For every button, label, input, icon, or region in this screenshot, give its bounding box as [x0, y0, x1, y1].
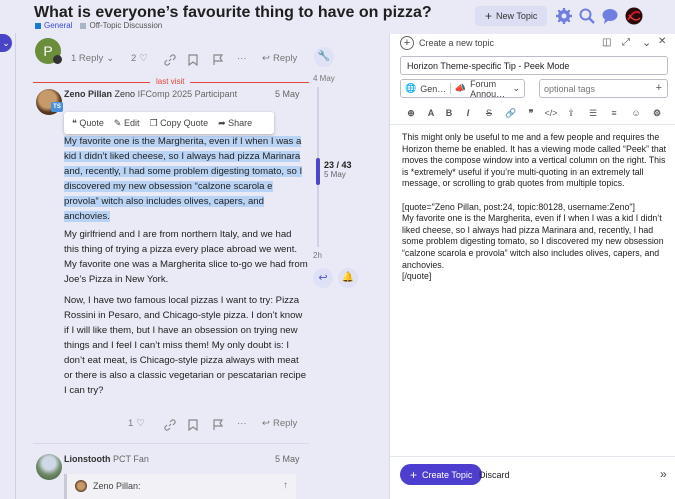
chevron-down-icon: ⌄	[106, 53, 115, 64]
bell-icon: 🔔	[341, 272, 355, 283]
reply-arrow-icon: ↩	[262, 418, 270, 429]
quote-block	[64, 474, 296, 499]
reply-label: Reply	[272, 53, 298, 64]
create-topic-label: Create Topic	[422, 469, 473, 480]
reply-button[interactable]	[262, 53, 297, 64]
author-name[interactable]: Lionstooth	[64, 454, 111, 464]
tags-input[interactable]	[540, 80, 650, 97]
toggle-preview-icon[interactable]: ◫	[602, 37, 612, 48]
tag-label: Off-Topic Discussion	[89, 21, 163, 30]
post-author-line	[64, 89, 237, 99]
copy-icon: ❐	[149, 117, 158, 128]
reply-button[interactable]	[262, 418, 297, 429]
quoted-author[interactable]: Zeno Pillan:	[93, 481, 141, 491]
category-link[interactable]	[35, 21, 72, 30]
post-paragraph-1	[64, 134, 308, 224]
font-size-button[interactable]: A	[427, 108, 435, 118]
gear-icon[interactable]	[555, 7, 573, 25]
user-flair-badge: TS	[51, 102, 63, 112]
reply-label: Reply	[272, 418, 298, 429]
quote-selection-menu	[64, 112, 274, 134]
category-selector[interactable]	[400, 79, 525, 98]
notification-button[interactable]	[338, 268, 358, 288]
plus-icon: +	[485, 9, 493, 23]
quote-icon[interactable]: ❞	[528, 108, 534, 118]
breadcrumb	[35, 21, 162, 30]
user-status-icon	[53, 55, 62, 64]
sidebar-divider	[15, 33, 16, 499]
double-chevron-right-icon[interactable]: »	[660, 467, 667, 481]
subcategory-value: Forum Annou…	[470, 78, 506, 99]
timeline-date: 5 May	[324, 170, 346, 179]
category-value: Gen…	[420, 83, 447, 94]
heart-icon: ♡	[136, 418, 145, 429]
italic-button[interactable]: I	[466, 108, 470, 118]
link-icon[interactable]	[164, 419, 176, 431]
like-count: 2	[131, 53, 137, 64]
sidebar-toggle[interactable]	[0, 34, 12, 52]
strikethrough-icon[interactable]: S	[485, 108, 492, 118]
tag-color-swatch	[80, 23, 86, 29]
avatar[interactable]	[36, 454, 62, 480]
reply-arrow-icon: ↩	[262, 53, 270, 64]
plus-icon: +	[655, 82, 662, 94]
code-icon[interactable]: </>	[544, 108, 558, 118]
post-author-line	[64, 454, 149, 464]
timeline-handle[interactable]	[316, 158, 320, 185]
avatar[interactable]: P	[35, 38, 61, 64]
more-options-icon[interactable]: ···	[237, 53, 247, 64]
user-title: PCT Fan	[113, 454, 149, 464]
chevron-up-icon[interactable]: ↑	[283, 480, 288, 491]
timeline-start-date[interactable]: 4 May	[313, 74, 335, 83]
more-options-icon[interactable]: ···	[237, 418, 247, 429]
bookmark-icon[interactable]	[188, 54, 198, 66]
numbered-list-icon[interactable]: ≡	[611, 108, 617, 118]
category-color-swatch	[35, 23, 41, 29]
tag-link[interactable]	[80, 21, 162, 30]
post-divider	[33, 443, 309, 444]
author-name[interactable]: Zeno Pillan	[64, 89, 113, 99]
topic-title[interactable]: What is everyone’s favourite thing to have on pizza?	[34, 4, 432, 21]
close-icon[interactable]: ✕	[658, 36, 667, 47]
bullet-list-icon[interactable]: ☰	[588, 108, 598, 118]
wrench-icon: 🔧	[317, 51, 331, 62]
timeline-end-date[interactable]: 2h	[313, 251, 322, 260]
plus-circle-icon: +	[400, 36, 414, 50]
timeline-position: 23 / 43	[324, 160, 352, 170]
reply-to-topic-button[interactable]	[313, 268, 333, 288]
like-button[interactable]	[128, 418, 145, 429]
reply-count-label: 1 Reply	[71, 53, 104, 64]
post-paragraph-2: My girlfriend and I are from northern Italy, and we had this thing of trying a pizza every place abroad we went. My favorite one was a Margherita slice to-go we had from Joe’s Pizza in New York.	[64, 229, 308, 285]
topic-title-input[interactable]: Horizon Theme-specific Tip - Peek Mode	[400, 56, 668, 75]
header	[0, 0, 675, 33]
heart-icon: ♡	[139, 53, 148, 64]
chevron-down-icon: ⌄	[512, 83, 520, 93]
edit-button[interactable]: ✎ Edit	[113, 117, 140, 128]
category-label: General	[44, 21, 73, 30]
globe-icon: 🌐	[405, 83, 417, 93]
post-date[interactable]: 5 May	[275, 454, 300, 464]
toolbar-toggle-icon[interactable]: ⊕	[407, 108, 415, 118]
post-date[interactable]: 5 May	[275, 89, 300, 99]
upload-icon[interactable]: ⇪	[567, 108, 575, 118]
flag-icon[interactable]	[213, 54, 224, 66]
author-username[interactable]: Zeno	[114, 89, 136, 99]
selected-text[interactable]: My favorite one is the Margherita, even if I when I was a kid I didn’t liked cheese, so I always had pizza Marinara and, recently, I had some problem digesting tomato, so I discovered my new obsession “calzone scarola e provola” witch also includes olives, capers, and anchovies.	[64, 136, 303, 222]
compose-textarea[interactable]: This might only be useful to me and a few people and requires the Horizon theme be enabled. It has a viewing mode called “Peek” that moves the compose window into a vertical column on the right. This is *extremely* useful if you’re multi-quoting in an extremely tall message, or scrolling to grab quotes from multiple topics. [quote="Zeno Pillan, post:24, topic:80128, username:Zeno"] My favorite one is the Margherita, even if I when I was a kid I didn’t liked cheese, so I always had pizza Marinara and, recently, I had some problem digesting tomato, so I discovered my new obsession “calzone scarola e provola” witch also includes olives, capers, and anchovies. [/quote]	[402, 132, 667, 282]
user-avatar[interactable]	[625, 7, 643, 25]
toolbar-divider	[390, 124, 675, 125]
bold-button[interactable]: B	[445, 108, 453, 118]
search-icon[interactable]	[578, 7, 596, 25]
new-topic-label: New Topic	[496, 11, 538, 21]
gear-options-icon[interactable]: ⚙	[652, 108, 662, 118]
quote-icon: ❝	[72, 117, 77, 128]
post-paragraph-3: Now, I have two famous local pizzas I want to try: Pizza Rossini in Pesaro, and Chicago-style pizza. I don’t know if I will like them, but I have an obsession on trying new things and I feel I can’t miss them! My only doubt is: I don’t eat meat, is Chicago-style pizza always with meat or there is also a classic vegetarian or pescatarian recipe I can try?	[64, 295, 307, 396]
plus-icon: +	[410, 467, 418, 482]
create-topic-button[interactable]	[400, 464, 482, 485]
like-button[interactable]	[131, 53, 148, 64]
share-icon: ➦	[218, 117, 226, 128]
flag-icon[interactable]	[213, 419, 224, 431]
quote-button[interactable]: ❝ Quote	[72, 117, 104, 128]
reply-arrow-icon: ↩	[318, 272, 328, 284]
admin-wrench-button[interactable]	[314, 47, 334, 67]
collapse-icon[interactable]: ⌄	[642, 37, 652, 49]
megaphone-icon: 📣	[454, 83, 467, 93]
selector-separator	[450, 83, 451, 94]
chat-icon[interactable]	[601, 7, 619, 25]
last-visit-label: last visit	[150, 77, 190, 86]
footer-divider	[390, 456, 675, 457]
chevron-down-icon: ⌄	[2, 38, 10, 48]
copy-quote-button[interactable]: ❐ Copy Quote	[149, 117, 209, 128]
emoji-icon[interactable]: ☺	[631, 108, 641, 118]
link-icon[interactable]: 🔗	[505, 108, 517, 118]
avatar	[75, 480, 87, 492]
composer-action-label[interactable]: Create a new topic	[419, 38, 495, 48]
new-topic-button[interactable]	[475, 6, 547, 26]
like-count: 1	[128, 418, 134, 429]
share-button[interactable]: ➦ Share	[218, 117, 253, 128]
discard-button[interactable]: Discard	[479, 470, 510, 480]
user-title: IFComp 2025 Participant	[137, 89, 238, 99]
bookmark-icon[interactable]	[188, 419, 198, 431]
expand-icon[interactable]: ⤢	[622, 37, 630, 48]
show-replies-button[interactable]	[71, 53, 114, 64]
composer-panel	[389, 34, 675, 499]
pencil-icon: ✎	[113, 117, 122, 128]
link-icon[interactable]	[164, 54, 176, 66]
tags-selector[interactable]	[539, 79, 668, 98]
